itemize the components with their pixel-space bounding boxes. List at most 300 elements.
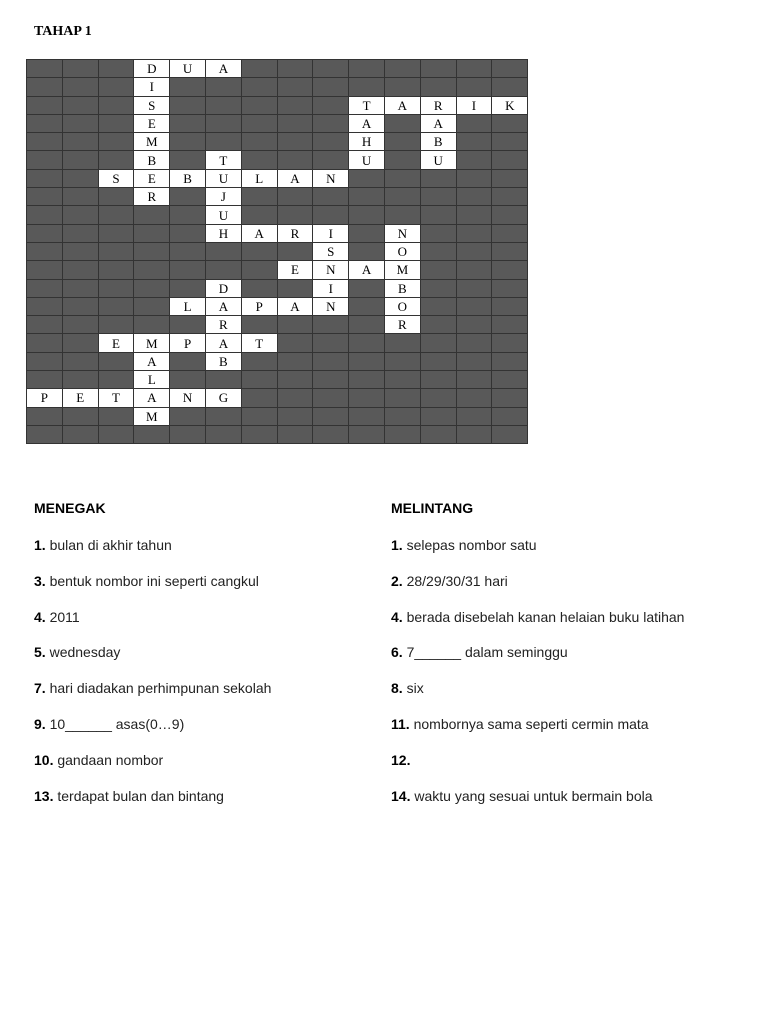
clue-number: 8. bbox=[391, 680, 403, 697]
letter-cell: O bbox=[385, 298, 421, 316]
clue-number: 3. bbox=[34, 572, 46, 589]
blocked-cell bbox=[206, 133, 242, 151]
clue-text: terdapat bulan dan bintang bbox=[57, 787, 224, 804]
blocked-cell bbox=[385, 78, 421, 96]
letter-cell: M bbox=[134, 408, 170, 426]
blocked-cell bbox=[134, 261, 170, 279]
blocked-cell bbox=[349, 78, 385, 96]
blocked-cell bbox=[242, 408, 278, 426]
blocked-cell bbox=[349, 389, 385, 407]
letter-cell: A bbox=[242, 225, 278, 243]
letter-cell: I bbox=[134, 78, 170, 96]
blocked-cell bbox=[134, 316, 170, 334]
clue-number: 11. bbox=[391, 716, 410, 732]
blocked-cell bbox=[278, 316, 314, 334]
blocked-cell bbox=[242, 261, 278, 279]
blocked-cell bbox=[27, 225, 63, 243]
blocked-cell bbox=[63, 151, 99, 169]
blocked-cell bbox=[27, 151, 63, 169]
clue-text: berada disebelah kanan helaian buku latihan bbox=[406, 608, 685, 625]
blocked-cell bbox=[313, 353, 349, 371]
blocked-cell bbox=[349, 170, 385, 188]
clue-text: 2011 bbox=[49, 608, 80, 625]
down-clue bbox=[34, 752, 163, 768]
clue-text: wednesday bbox=[49, 644, 121, 661]
blocked-cell bbox=[349, 225, 385, 243]
down-clues-heading: MENEGAK bbox=[34, 500, 106, 516]
across-clue bbox=[391, 573, 508, 589]
blocked-cell bbox=[457, 280, 493, 298]
blocked-cell bbox=[242, 188, 278, 206]
blocked-cell bbox=[242, 206, 278, 224]
blocked-cell bbox=[313, 408, 349, 426]
blocked-cell bbox=[170, 115, 206, 133]
letter-cell: R bbox=[278, 225, 314, 243]
blocked-cell bbox=[242, 389, 278, 407]
letter-cell: E bbox=[134, 170, 170, 188]
across-clue bbox=[391, 609, 684, 625]
down-clue bbox=[34, 537, 172, 553]
letter-cell: O bbox=[385, 243, 421, 261]
blocked-cell bbox=[457, 316, 493, 334]
blocked-cell bbox=[63, 206, 99, 224]
letter-cell: M bbox=[385, 261, 421, 279]
letter-cell: B bbox=[206, 353, 242, 371]
blocked-cell bbox=[27, 280, 63, 298]
blocked-cell bbox=[206, 243, 242, 261]
blocked-cell bbox=[349, 206, 385, 224]
blocked-cell bbox=[492, 225, 528, 243]
blocked-cell bbox=[170, 261, 206, 279]
blocked-cell bbox=[63, 334, 99, 352]
blocked-cell bbox=[457, 60, 493, 78]
blocked-cell bbox=[457, 115, 493, 133]
clue-number: 1. bbox=[34, 537, 46, 553]
blocked-cell bbox=[99, 316, 135, 334]
down-clue bbox=[34, 680, 271, 696]
blocked-cell bbox=[170, 371, 206, 389]
blocked-cell bbox=[421, 316, 457, 334]
blocked-cell bbox=[99, 188, 135, 206]
across-clue bbox=[391, 716, 649, 732]
blocked-cell bbox=[457, 243, 493, 261]
blocked-cell bbox=[27, 316, 63, 334]
blocked-cell bbox=[349, 334, 385, 352]
blocked-cell bbox=[349, 353, 385, 371]
blocked-cell bbox=[492, 316, 528, 334]
blocked-cell bbox=[313, 133, 349, 151]
letter-cell: A bbox=[385, 97, 421, 115]
letter-cell: M bbox=[134, 334, 170, 352]
blocked-cell bbox=[63, 408, 99, 426]
blocked-cell bbox=[385, 188, 421, 206]
letter-cell: L bbox=[134, 371, 170, 389]
across-clue bbox=[391, 680, 424, 696]
across-clues-heading: MELINTANG bbox=[391, 500, 474, 516]
blocked-cell bbox=[492, 188, 528, 206]
clue-text: waktu yang sesuai untuk bermain bola bbox=[414, 787, 653, 804]
letter-cell: R bbox=[134, 188, 170, 206]
clue-text: 10______ asas(0…9) bbox=[49, 716, 185, 732]
blocked-cell bbox=[421, 334, 457, 352]
blocked-cell bbox=[457, 225, 493, 243]
letter-cell: I bbox=[457, 97, 493, 115]
blocked-cell bbox=[278, 334, 314, 352]
blocked-cell bbox=[99, 151, 135, 169]
blocked-cell bbox=[385, 170, 421, 188]
clue-number: 4. bbox=[34, 608, 46, 625]
blocked-cell bbox=[421, 78, 457, 96]
blocked-cell bbox=[385, 389, 421, 407]
blocked-cell bbox=[170, 280, 206, 298]
blocked-cell bbox=[242, 243, 278, 261]
down-clue bbox=[34, 716, 184, 732]
down-clue bbox=[34, 573, 259, 589]
clue-text: nombornya sama seperti cermin mata bbox=[413, 716, 649, 732]
blocked-cell bbox=[242, 353, 278, 371]
letter-cell: H bbox=[349, 133, 385, 151]
blocked-cell bbox=[492, 170, 528, 188]
blocked-cell bbox=[134, 225, 170, 243]
blocked-cell bbox=[385, 426, 421, 444]
clue-number: 12. bbox=[391, 751, 411, 768]
blocked-cell bbox=[278, 188, 314, 206]
blocked-cell bbox=[457, 334, 493, 352]
worksheet-title: TAHAP 1 bbox=[34, 24, 92, 39]
blocked-cell bbox=[27, 353, 63, 371]
blocked-cell bbox=[206, 97, 242, 115]
clue-number: 9. bbox=[34, 716, 46, 732]
blocked-cell bbox=[134, 243, 170, 261]
blocked-cell bbox=[492, 371, 528, 389]
blocked-cell bbox=[457, 298, 493, 316]
blocked-cell bbox=[278, 389, 314, 407]
blocked-cell bbox=[63, 261, 99, 279]
clue-text: selepas nombor satu bbox=[406, 537, 537, 553]
blocked-cell bbox=[27, 298, 63, 316]
letter-cell: D bbox=[134, 60, 170, 78]
blocked-cell bbox=[457, 188, 493, 206]
across-clue bbox=[391, 537, 537, 553]
blocked-cell bbox=[134, 298, 170, 316]
blocked-cell bbox=[99, 133, 135, 151]
blocked-cell bbox=[206, 426, 242, 444]
letter-cell: B bbox=[134, 151, 170, 169]
blocked-cell bbox=[278, 353, 314, 371]
blocked-cell bbox=[349, 298, 385, 316]
blocked-cell bbox=[242, 60, 278, 78]
letter-cell: U bbox=[349, 151, 385, 169]
blocked-cell bbox=[421, 389, 457, 407]
blocked-cell bbox=[349, 280, 385, 298]
blocked-cell bbox=[134, 206, 170, 224]
blocked-cell bbox=[99, 353, 135, 371]
blocked-cell bbox=[278, 133, 314, 151]
blocked-cell bbox=[457, 170, 493, 188]
blocked-cell bbox=[492, 389, 528, 407]
letter-cell: E bbox=[134, 115, 170, 133]
blocked-cell bbox=[63, 133, 99, 151]
blocked-cell bbox=[63, 243, 99, 261]
letter-cell: A bbox=[278, 170, 314, 188]
blocked-cell bbox=[206, 78, 242, 96]
blocked-cell bbox=[385, 60, 421, 78]
blocked-cell bbox=[421, 170, 457, 188]
blocked-cell bbox=[457, 261, 493, 279]
letter-cell: U bbox=[421, 151, 457, 169]
blocked-cell bbox=[278, 280, 314, 298]
blocked-cell bbox=[27, 334, 63, 352]
blocked-cell bbox=[313, 115, 349, 133]
blocked-cell bbox=[385, 133, 421, 151]
letter-cell: A bbox=[206, 298, 242, 316]
clue-text: 7______ dalam seminggu bbox=[406, 644, 568, 661]
letter-cell: E bbox=[63, 389, 99, 407]
blocked-cell bbox=[349, 316, 385, 334]
blocked-cell bbox=[457, 151, 493, 169]
letter-cell: E bbox=[99, 334, 135, 352]
letter-cell: A bbox=[278, 298, 314, 316]
letter-cell: L bbox=[170, 298, 206, 316]
blocked-cell bbox=[27, 170, 63, 188]
across-clue bbox=[391, 788, 653, 804]
blocked-cell bbox=[457, 408, 493, 426]
blocked-cell bbox=[492, 261, 528, 279]
across-clue bbox=[391, 644, 568, 660]
blocked-cell bbox=[63, 115, 99, 133]
blocked-cell bbox=[421, 225, 457, 243]
letter-cell: T bbox=[99, 389, 135, 407]
blocked-cell bbox=[242, 280, 278, 298]
letter-cell: G bbox=[206, 389, 242, 407]
blocked-cell bbox=[63, 298, 99, 316]
letter-cell: A bbox=[349, 115, 385, 133]
blocked-cell bbox=[313, 371, 349, 389]
blocked-cell bbox=[492, 60, 528, 78]
down-clue bbox=[34, 788, 224, 804]
blocked-cell bbox=[99, 225, 135, 243]
letter-cell: T bbox=[242, 334, 278, 352]
letter-cell: N bbox=[313, 298, 349, 316]
blocked-cell bbox=[457, 206, 493, 224]
letter-cell: L bbox=[242, 170, 278, 188]
blocked-cell bbox=[492, 298, 528, 316]
blocked-cell bbox=[457, 389, 493, 407]
letter-cell: B bbox=[421, 133, 457, 151]
blocked-cell bbox=[457, 353, 493, 371]
blocked-cell bbox=[492, 78, 528, 96]
blocked-cell bbox=[385, 371, 421, 389]
blocked-cell bbox=[63, 60, 99, 78]
blocked-cell bbox=[313, 206, 349, 224]
blocked-cell bbox=[385, 151, 421, 169]
blocked-cell bbox=[278, 115, 314, 133]
blocked-cell bbox=[278, 243, 314, 261]
blocked-cell bbox=[170, 188, 206, 206]
blocked-cell bbox=[170, 426, 206, 444]
letter-cell: R bbox=[421, 97, 457, 115]
blocked-cell bbox=[206, 261, 242, 279]
letter-cell: A bbox=[134, 389, 170, 407]
blocked-cell bbox=[492, 426, 528, 444]
blocked-cell bbox=[349, 60, 385, 78]
letter-cell: U bbox=[206, 170, 242, 188]
blocked-cell bbox=[63, 225, 99, 243]
blocked-cell bbox=[99, 298, 135, 316]
letter-cell: N bbox=[385, 225, 421, 243]
letter-cell: B bbox=[170, 170, 206, 188]
clue-text: six bbox=[406, 680, 424, 697]
blocked-cell bbox=[170, 206, 206, 224]
blocked-cell bbox=[99, 115, 135, 133]
letter-cell: B bbox=[385, 280, 421, 298]
blocked-cell bbox=[170, 133, 206, 151]
blocked-cell bbox=[27, 426, 63, 444]
blocked-cell bbox=[385, 408, 421, 426]
letter-cell: R bbox=[206, 316, 242, 334]
clue-text: bulan di akhir tahun bbox=[49, 537, 172, 553]
letter-cell: M bbox=[134, 133, 170, 151]
clue-number: 10. bbox=[34, 751, 54, 768]
blocked-cell bbox=[492, 280, 528, 298]
blocked-cell bbox=[134, 426, 170, 444]
blocked-cell bbox=[27, 261, 63, 279]
letter-cell: K bbox=[492, 97, 528, 115]
blocked-cell bbox=[242, 151, 278, 169]
blocked-cell bbox=[170, 243, 206, 261]
blocked-cell bbox=[170, 316, 206, 334]
clue-number: 5. bbox=[34, 644, 46, 661]
blocked-cell bbox=[421, 371, 457, 389]
letter-cell: D bbox=[206, 280, 242, 298]
clue-number: 13. bbox=[34, 787, 54, 804]
blocked-cell bbox=[99, 408, 135, 426]
blocked-cell bbox=[349, 243, 385, 261]
blocked-cell bbox=[206, 115, 242, 133]
blocked-cell bbox=[313, 316, 349, 334]
blocked-cell bbox=[385, 206, 421, 224]
blocked-cell bbox=[99, 243, 135, 261]
blocked-cell bbox=[99, 97, 135, 115]
blocked-cell bbox=[421, 426, 457, 444]
letter-cell: U bbox=[170, 60, 206, 78]
blocked-cell bbox=[170, 151, 206, 169]
clue-number: 4. bbox=[391, 608, 403, 625]
blocked-cell bbox=[278, 426, 314, 444]
letter-cell: S bbox=[99, 170, 135, 188]
crossword-grid bbox=[26, 59, 528, 444]
blocked-cell bbox=[421, 408, 457, 426]
blocked-cell bbox=[99, 371, 135, 389]
blocked-cell bbox=[242, 316, 278, 334]
blocked-cell bbox=[170, 78, 206, 96]
blocked-cell bbox=[27, 408, 63, 426]
blocked-cell bbox=[134, 280, 170, 298]
blocked-cell bbox=[278, 151, 314, 169]
blocked-cell bbox=[27, 243, 63, 261]
blocked-cell bbox=[242, 426, 278, 444]
blocked-cell bbox=[278, 371, 314, 389]
letter-cell: N bbox=[313, 261, 349, 279]
letter-cell: A bbox=[421, 115, 457, 133]
blocked-cell bbox=[492, 206, 528, 224]
blocked-cell bbox=[63, 170, 99, 188]
blocked-cell bbox=[492, 133, 528, 151]
blocked-cell bbox=[27, 133, 63, 151]
blocked-cell bbox=[313, 97, 349, 115]
blocked-cell bbox=[421, 60, 457, 78]
clue-number: 2. bbox=[391, 572, 403, 589]
blocked-cell bbox=[278, 206, 314, 224]
blocked-cell bbox=[27, 188, 63, 206]
blocked-cell bbox=[349, 371, 385, 389]
blocked-cell bbox=[27, 206, 63, 224]
blocked-cell bbox=[63, 280, 99, 298]
blocked-cell bbox=[421, 353, 457, 371]
clue-number: 6. bbox=[391, 644, 403, 661]
blocked-cell bbox=[492, 353, 528, 371]
letter-cell: A bbox=[206, 60, 242, 78]
blocked-cell bbox=[349, 426, 385, 444]
blocked-cell bbox=[421, 206, 457, 224]
blocked-cell bbox=[206, 371, 242, 389]
blocked-cell bbox=[99, 78, 135, 96]
blocked-cell bbox=[27, 78, 63, 96]
blocked-cell bbox=[313, 334, 349, 352]
letter-cell: A bbox=[349, 261, 385, 279]
clue-text: bentuk nombor ini seperti cangkul bbox=[49, 572, 259, 589]
blocked-cell bbox=[349, 408, 385, 426]
blocked-cell bbox=[63, 188, 99, 206]
blocked-cell bbox=[27, 97, 63, 115]
blocked-cell bbox=[457, 78, 493, 96]
down-clue bbox=[34, 644, 120, 660]
blocked-cell bbox=[170, 97, 206, 115]
letter-cell: S bbox=[134, 97, 170, 115]
blocked-cell bbox=[313, 151, 349, 169]
blocked-cell bbox=[313, 426, 349, 444]
blocked-cell bbox=[457, 426, 493, 444]
letter-cell: E bbox=[278, 261, 314, 279]
letter-cell: N bbox=[313, 170, 349, 188]
blocked-cell bbox=[421, 298, 457, 316]
letter-cell: T bbox=[206, 151, 242, 169]
blocked-cell bbox=[313, 389, 349, 407]
clue-text: gandaan nombor bbox=[57, 751, 164, 768]
letter-cell: U bbox=[206, 206, 242, 224]
blocked-cell bbox=[63, 371, 99, 389]
blocked-cell bbox=[27, 60, 63, 78]
blocked-cell bbox=[421, 280, 457, 298]
blocked-cell bbox=[313, 78, 349, 96]
blocked-cell bbox=[278, 408, 314, 426]
blocked-cell bbox=[242, 97, 278, 115]
letter-cell: T bbox=[349, 97, 385, 115]
blocked-cell bbox=[349, 188, 385, 206]
blocked-cell bbox=[63, 316, 99, 334]
blocked-cell bbox=[99, 60, 135, 78]
letter-cell: H bbox=[206, 225, 242, 243]
clue-text: 28/29/30/31 hari bbox=[406, 572, 508, 589]
blocked-cell bbox=[421, 261, 457, 279]
blocked-cell bbox=[492, 243, 528, 261]
blocked-cell bbox=[278, 60, 314, 78]
blocked-cell bbox=[99, 206, 135, 224]
down-clue bbox=[34, 609, 80, 625]
blocked-cell bbox=[457, 371, 493, 389]
letter-cell: A bbox=[134, 353, 170, 371]
blocked-cell bbox=[242, 78, 278, 96]
